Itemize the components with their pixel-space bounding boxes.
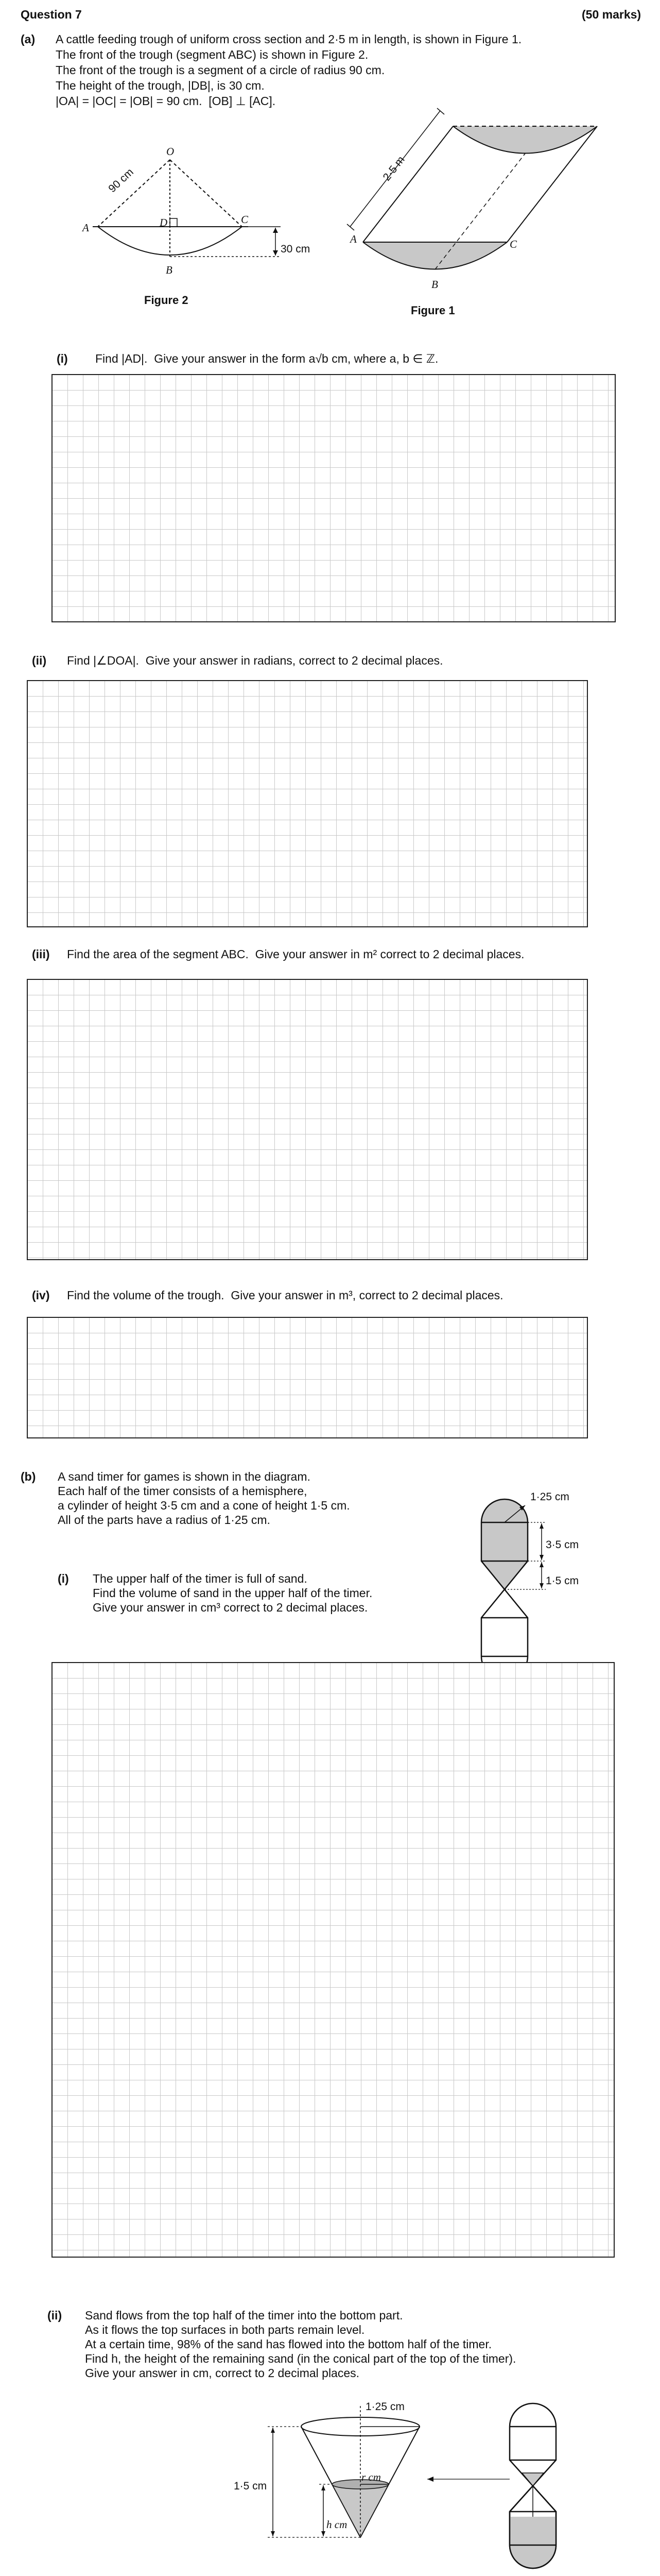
question-title: Question 7 — [21, 8, 82, 21]
q-b-i-num: (i) — [58, 1572, 69, 1585]
q-a-ii-text: Find |∠DOA|. Give your answer in radians, correct to 2 decimal places. — [67, 654, 443, 667]
answer-box-a-i[interactable] — [51, 374, 616, 622]
answer-box-a-iv[interactable] — [27, 1317, 588, 1438]
q-a-i-num: (i) — [57, 352, 68, 365]
q-a-iii-text: Find the area of the segment ABC. Give your answer in m² correct to 2 decimal places. — [67, 947, 525, 961]
q-b-ii-line-1: Sand flows from the top half of the timer into the bottom part. — [85, 2309, 403, 2322]
fig1-length-label: 2·5 m — [380, 154, 407, 183]
q-a-i-text: Find |AD|. Give your answer in the form a√b cm, where a, b ∈ ℤ. — [95, 352, 439, 365]
q-b-i-line-2: Find the volume of sand in the upper half of the timer. — [93, 1586, 373, 1600]
answer-box-a-iii[interactable] — [27, 979, 588, 1260]
q-b-i-line-3: Give your answer in cm³ correct to 2 decimal places. — [93, 1601, 368, 1614]
q-b-ii-line-5: Give your answer in cm, correct to 2 decimal places. — [85, 2366, 360, 2380]
figure-1-caption: Figure 1 — [411, 304, 455, 317]
fig1-label-C: C — [510, 238, 517, 250]
part-a-line-5: |OA| = |OC| = |OB| = 90 cm. [OB] ⊥ [AC]. — [56, 94, 276, 108]
answer-box-a-ii[interactable] — [27, 680, 588, 927]
q-a-iv-num: (iv) — [32, 1289, 50, 1302]
q-a-iv-text: Find the volume of the trough. Give your answer in m³, correct to 2 decimal places. — [67, 1289, 503, 1302]
q-b-ii-line-2: As it flows the top surfaces in both parts remain level. — [85, 2323, 365, 2336]
fig2-label-C: C — [241, 213, 249, 226]
part-a-line-4: The height of the trough, |DB|, is 30 cm. — [56, 79, 265, 92]
cone-radius-label: 1·25 cm — [366, 2401, 405, 2413]
fig1-label-B: B — [431, 278, 438, 291]
timer-radius-label: 1·25 cm — [530, 1491, 569, 1503]
fig1-label-A: A — [350, 233, 357, 245]
fig2-height-label: 30 cm — [281, 243, 310, 255]
part-a-label: (a) — [21, 32, 36, 46]
part-b-line-2: Each half of the timer consists of a hemisphere, — [58, 1484, 307, 1498]
timer-cone-label: 1·5 cm — [546, 1575, 579, 1587]
figure-1-trough-diagram — [350, 116, 638, 337]
part-a-line-1: A cattle feeding trough of uniform cross section and 2·5 m in length, is shown in Figure 1. — [56, 32, 522, 46]
fig2-label-D: D — [160, 216, 168, 229]
fig2-label-O: O — [166, 145, 175, 158]
q-a-ii-num: (ii) — [32, 654, 47, 667]
part-b-line-4: All of the parts have a radius of 1·25 cm. — [58, 1513, 270, 1527]
answer-box-b-i[interactable] — [51, 1662, 615, 2258]
fig2-label-B: B — [166, 264, 172, 276]
q-a-iii-num: (iii) — [32, 947, 50, 961]
figure-2-caption: Figure 2 — [144, 294, 188, 307]
part-b-line-3: a cylinder of height 3·5 cm and a cone of height 1·5 cm. — [58, 1499, 350, 1512]
part-a-line-3: The front of the trough is a segment of a circle of radius 90 cm. — [56, 63, 385, 77]
q-b-ii-line-3: At a certain time, 98% of the sand has flowed into the bottom half of the timer. — [85, 2337, 492, 2351]
part-a-line-2: The front of the trough (segment ABC) is shown in Figure 2. — [56, 48, 369, 61]
q-b-ii-line-4: Find h, the height of the remaining sand (in the conical part of the top of the timer). — [85, 2352, 516, 2365]
q-b-i-line-1: The upper half of the timer is full of sand. — [93, 1572, 307, 1585]
cone-height-label: 1·5 cm — [234, 2480, 267, 2492]
cone-r-label: r cm — [361, 2471, 381, 2483]
timer-cylinder-label: 3·5 cm — [546, 1539, 579, 1551]
cone-h-label: h cm — [326, 2518, 348, 2531]
fig2-label-A: A — [82, 222, 89, 234]
q-b-ii-num: (ii) — [47, 2309, 62, 2322]
part-b-line-1: A sand timer for games is shown in the diagram. — [58, 1470, 310, 1483]
marks-label: (50 marks) — [582, 8, 641, 21]
part-b-label: (b) — [21, 1470, 36, 1483]
fig2-radius-label: 90 cm — [106, 166, 136, 195]
cone-sand-diagram — [221, 2396, 582, 2576]
